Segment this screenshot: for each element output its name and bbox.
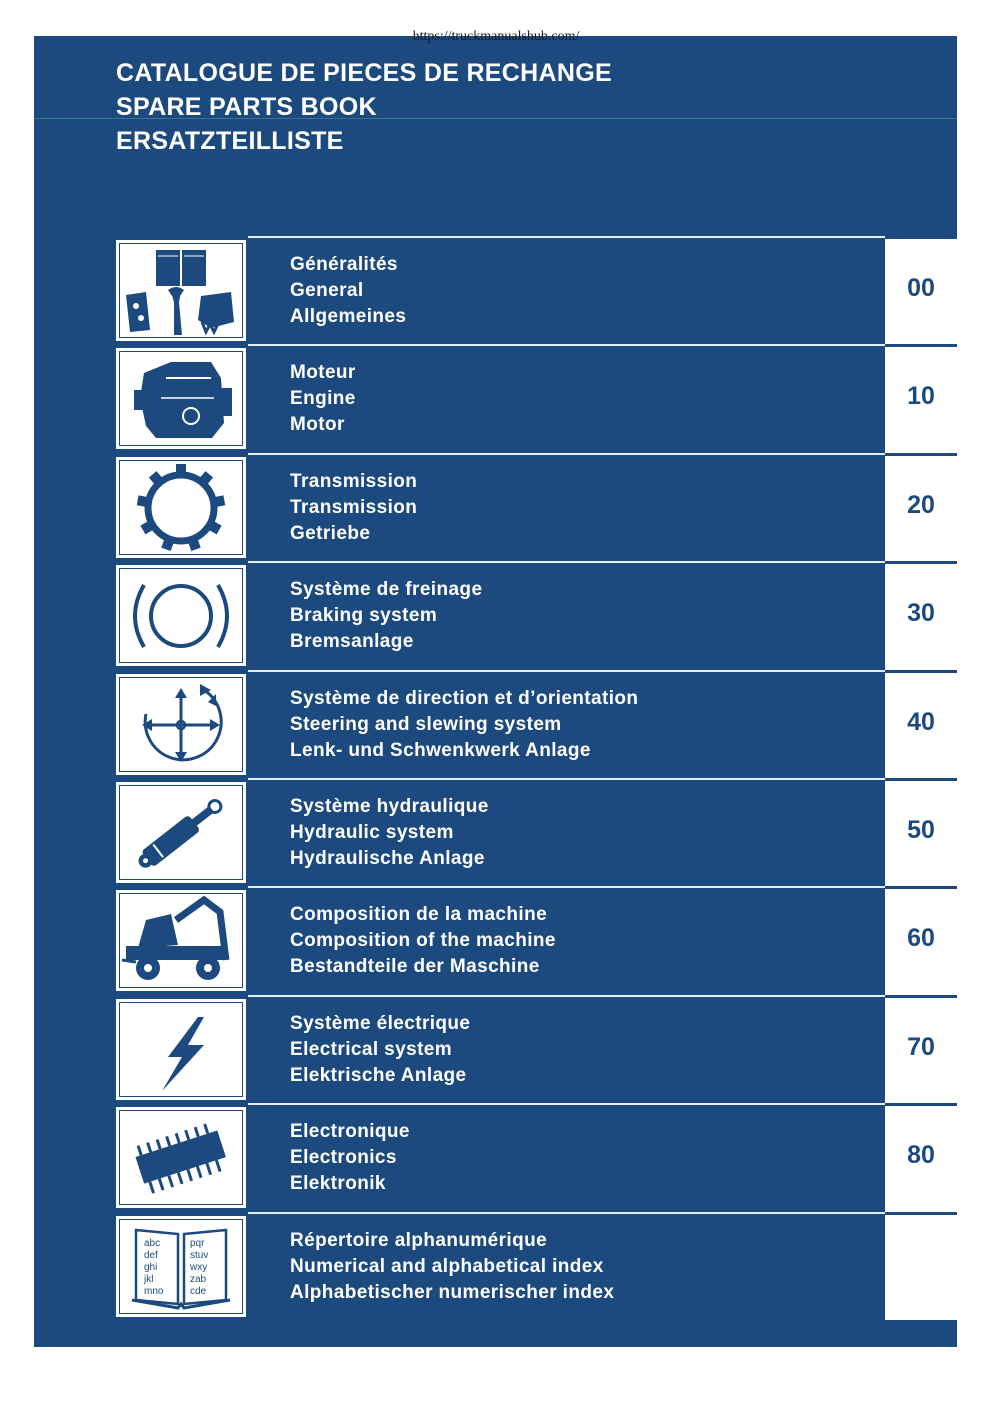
label-fr: Composition de la machine: [290, 904, 548, 926]
catalog-cover-panel: [34, 36, 957, 1347]
tab-divider: [885, 561, 957, 564]
tab-divider: [885, 995, 957, 998]
label-en: Transmission: [290, 496, 418, 518]
label-de: Elektronik: [290, 1173, 386, 1195]
label-fr: Moteur: [290, 362, 356, 384]
row-divider: [248, 453, 957, 455]
book-text: zab: [190, 1273, 207, 1285]
label-en: Numerical and alphabetical index: [290, 1255, 604, 1277]
tab-divider: [885, 453, 957, 456]
section-row-00[interactable]: [114, 236, 957, 344]
tab-divider: [885, 236, 957, 239]
book-text: wxy: [190, 1261, 208, 1273]
title-english: SPARE PARTS BOOK: [116, 93, 377, 121]
label-fr: Electronique: [290, 1121, 410, 1143]
book-text: abc: [144, 1237, 161, 1249]
label-de: Lenk- und Schwenkwerk Anlage: [290, 739, 591, 761]
label-de: Motor: [290, 414, 345, 436]
label-en: Engine: [290, 388, 356, 410]
section-code[interactable]: 00: [907, 274, 935, 302]
section-row-index[interactable]: [114, 1212, 957, 1320]
row-divider: [248, 561, 957, 563]
tab-divider: [885, 886, 957, 889]
source-url[interactable]: https://truckmanualshub.com/: [412, 29, 580, 44]
book-text: mno: [144, 1285, 164, 1297]
section-labels: [290, 577, 482, 655]
section-labels: [290, 469, 417, 547]
tab-divider: [885, 1320, 957, 1323]
section-labels: [290, 360, 356, 438]
label-fr: Système de direction et d’orientation: [290, 687, 639, 709]
section-code[interactable]: 20: [907, 490, 935, 519]
row-divider: [248, 236, 957, 238]
manual-tools-icon: [114, 238, 248, 343]
section-row-30[interactable]: [114, 561, 957, 669]
book-text: ghi: [144, 1261, 158, 1273]
label-fr: Transmission: [290, 470, 418, 492]
gear-icon: [114, 455, 248, 560]
label-fr: Répertoire alphanumérique: [290, 1229, 548, 1251]
book-text: pqr: [190, 1237, 205, 1249]
section-labels: [290, 1119, 410, 1197]
section-labels: [290, 1011, 470, 1089]
index-book-icon: [114, 1214, 248, 1319]
label-fr: Système hydraulique: [290, 795, 489, 817]
row-divider: [248, 1103, 957, 1105]
row-divider: [248, 995, 957, 997]
row-divider: [248, 344, 957, 346]
label-en: Steering and slewing system: [290, 713, 562, 735]
label-de: Bestandteile der Maschine: [290, 956, 540, 978]
cover-titles: [116, 56, 612, 158]
label-fr: Système de freinage: [290, 579, 483, 601]
tab-divider: [885, 1212, 957, 1215]
section-code[interactable]: 70: [907, 1032, 935, 1061]
label-fr: Généralités: [290, 254, 398, 275]
section-labels: [290, 1228, 614, 1306]
label-de: Getriebe: [290, 522, 371, 544]
section-row-40[interactable]: [114, 670, 957, 778]
section-labels: [290, 252, 406, 330]
section-code[interactable]: 50: [907, 815, 935, 844]
section-row-60[interactable]: [114, 886, 957, 994]
label-en: General: [290, 280, 364, 301]
row-divider: [248, 778, 957, 780]
lightning-icon: [114, 997, 248, 1102]
label-en: Braking system: [290, 605, 438, 627]
book-text: jkl: [144, 1273, 154, 1285]
section-row-50[interactable]: [114, 778, 957, 886]
row-divider: [248, 1212, 957, 1214]
tab-divider: [885, 344, 957, 347]
section-index: [114, 236, 957, 1320]
machine-icon: [114, 888, 248, 993]
section-row-80[interactable]: [114, 1103, 957, 1211]
tab-divider: [885, 670, 957, 673]
section-labels: [290, 902, 556, 980]
label-en: Electrical system: [290, 1038, 453, 1060]
label-en: Electronics: [290, 1147, 397, 1169]
chip-icon: [114, 1105, 248, 1210]
label-en: Composition of the machine: [290, 930, 556, 952]
hydraulic-cylinder-icon: [114, 780, 248, 885]
label-fr: Système électrique: [290, 1012, 471, 1034]
label-de: Hydraulische Anlage: [290, 847, 485, 869]
section-row-20[interactable]: [114, 453, 957, 561]
book-text: stuv: [190, 1249, 209, 1261]
section-code[interactable]: 30: [907, 599, 935, 628]
section-code[interactable]: 60: [907, 924, 935, 953]
section-code[interactable]: 10: [907, 382, 935, 411]
engine-icon: [114, 346, 248, 451]
label-de: Allgemeines: [290, 306, 407, 327]
tab-divider: [885, 1103, 957, 1106]
section-labels: [290, 794, 489, 872]
label-en: Hydraulic system: [290, 821, 454, 843]
section-row-70[interactable]: [114, 995, 957, 1103]
row-divider: [248, 886, 957, 888]
book-text: cde: [190, 1285, 207, 1297]
section-row-10[interactable]: [114, 344, 957, 452]
section-code[interactable]: 40: [907, 707, 935, 736]
section-labels: [290, 686, 638, 764]
label-de: Alphabetischer numerischer index: [290, 1281, 615, 1303]
label-de: Elektrische Anlage: [290, 1064, 467, 1086]
title-german: ERSATZTEILLISTE: [116, 127, 344, 155]
steering-icon: [114, 672, 248, 777]
book-text: def: [144, 1249, 158, 1261]
brake-icon: [114, 563, 248, 668]
label-de: Bremsanlage: [290, 631, 414, 653]
row-divider: [248, 670, 957, 672]
title-french: CATALOGUE DE PIECES DE RECHANGE: [116, 59, 612, 87]
section-code[interactable]: 80: [907, 1141, 935, 1170]
tab-divider: [885, 778, 957, 781]
